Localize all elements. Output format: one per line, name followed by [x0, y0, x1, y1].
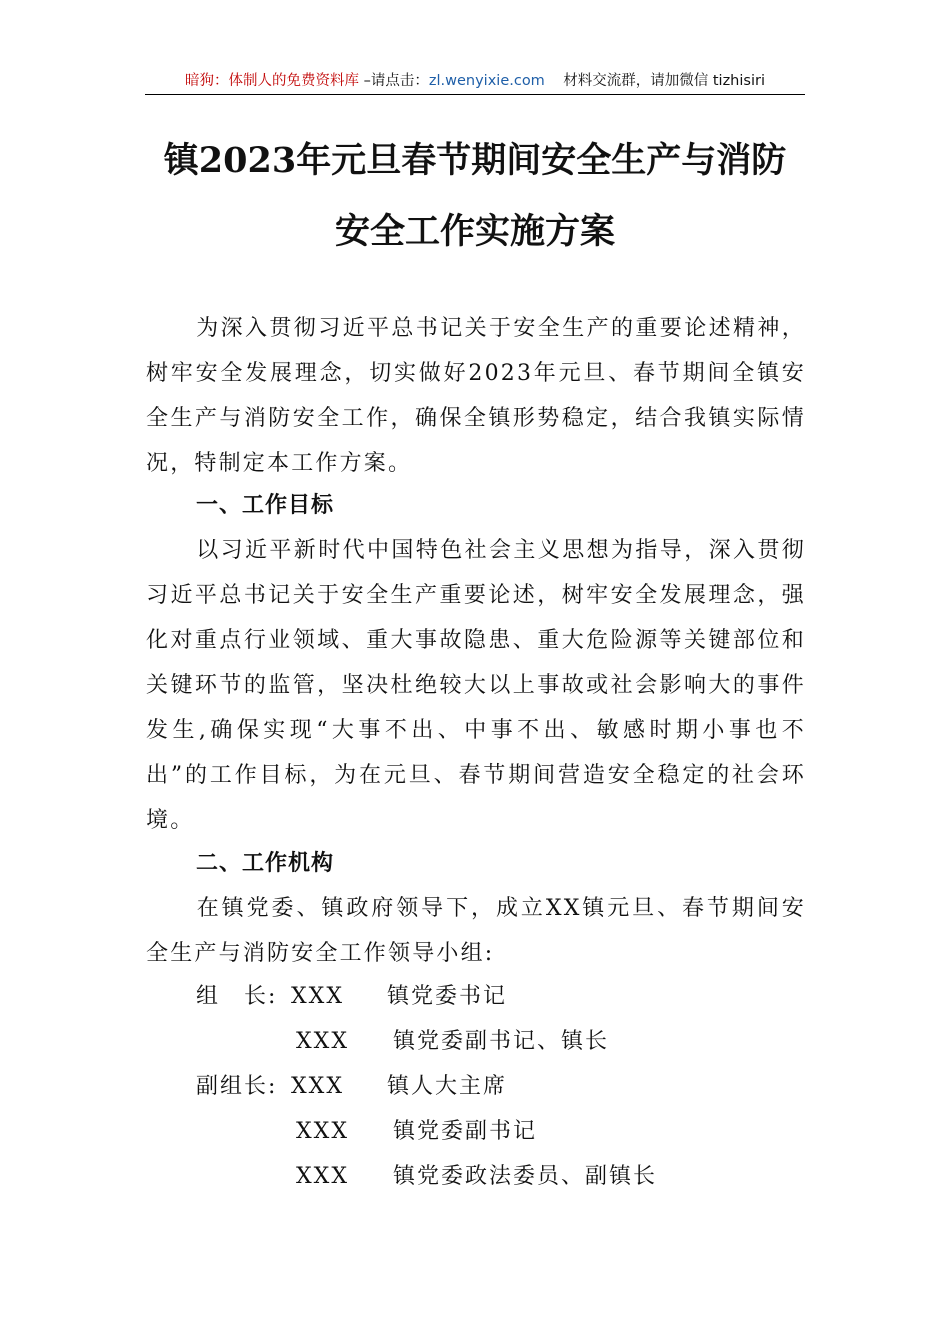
header-site-name: 暗狗：体制人的免费资料库	[185, 73, 360, 89]
document-title-line2: 安全工作实施方案	[334, 211, 615, 252]
section1-paragraph	[146, 528, 806, 843]
section1-heading: 一、工作目标	[196, 493, 335, 518]
section2-heading: 二、工作机构	[196, 851, 335, 876]
member-position: 镇党委政法委员、副镇长	[393, 1164, 658, 1189]
member-position: 镇党委副书记	[393, 1119, 538, 1144]
member-role: 组 长:	[196, 984, 278, 1009]
section2-text: 在镇党委、镇政府领导下，成立XX镇元旦、春节期间安全生产与消防安全工作领导小组:	[146, 896, 806, 966]
header-link[interactable]: zl.wenyixie.com	[428, 73, 545, 89]
member-name: XXX	[296, 1164, 349, 1189]
page-header	[145, 70, 805, 95]
member-position: 镇党委副书记、镇长	[393, 1029, 610, 1054]
member-position: 镇人大主席	[387, 1074, 508, 1099]
member-name: XXX	[296, 1029, 349, 1054]
header-wechat-note: 材料交流群，请加微信 tizhisiri	[544, 73, 765, 89]
header-click-prompt: –请点击：	[359, 73, 429, 89]
member-role: 副组长:	[196, 1074, 278, 1099]
section2-paragraph	[146, 886, 806, 976]
section1-text: 以习近平新时代中国特色社会主义思想为指导，深入贯彻习近平总书记关于安全生产重要论述，树牢安全发展理念，强化对重点行业领域、重大事故隐患、重大危险源等关键部位和关键环节的监管，坚决杜绝较大以上事故或社会影响大的事件发生,确保实现“大事不出、中事不出、敏感时期小事也不出”的工作目标，为在元旦、春节期间营造安全稳定的社会环境。	[146, 538, 806, 833]
document-title-line1: 镇2023年元旦春节期间安全生产与消防	[163, 140, 787, 181]
member-name: XXX	[291, 984, 344, 1009]
member-name: XXX	[296, 1119, 349, 1144]
member-position: 镇党委书记	[387, 984, 508, 1009]
intro-text: 为深入贯彻习近平总书记关于安全生产的重要论述精神，树牢安全发展理念，切实做好2023年元旦、春节期间全镇安全生产与消防安全工作，确保全镇形势稳定，结合我镇实际情况，特制定本工作方案。	[146, 316, 806, 476]
member-name: XXX	[291, 1074, 344, 1099]
intro-paragraph	[146, 306, 806, 486]
